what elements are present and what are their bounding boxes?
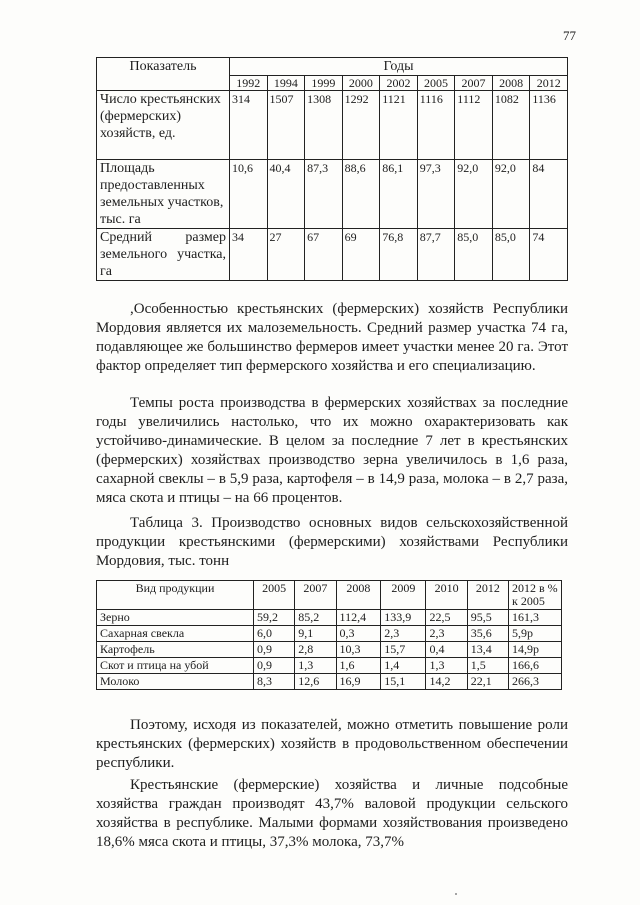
table-cell: 6,0 [254,626,295,642]
table-cell: 10,3 [336,642,381,658]
table1-header-years: Годы [230,58,568,76]
table-cell: 0,9 [254,658,295,674]
table-cell: 1292 [342,91,380,160]
table3-ratio-header: 2012 в % к 2005 [509,581,562,610]
table-cell: 12,6 [295,674,336,690]
table-cell: 1,3 [295,658,336,674]
table-cell: 1,5 [467,658,508,674]
paragraph-conclusion: Поэтому, исходя из показателей, можно отметить повышение роли крестьянских (фермерских) хозяйств в продовольственном обеспечении республики. [96,717,568,771]
table-cell: 76,8 [380,229,418,281]
table-cell: 95,5 [467,610,508,626]
table-cell: 1,3 [426,658,467,674]
table1-year: 1992 [230,76,268,91]
paragraph-share: Крестьянские (фермерские) хозяйства и личные подсобные хозяйства граждан производят 43,7% валовой продукции сельского хозяйства в республике. Малыми формами хозяйствования произведено 18,6% мяса скота и птицы, 37,3% молока, 73,7% [96,777,568,850]
table3-caption: Таблица 3. Производство основных видов сельскохозяйственной продукции крестьянскими (фермерскими) хозяйствами Республики Мордовия, тыс. тонн [96,515,568,569]
table-cell: 27 [267,229,305,281]
table-cell: 112,4 [336,610,381,626]
table-cell: 0,9 [254,642,295,658]
table-cell: 0,3 [336,626,381,642]
table-cell: 1116 [417,91,455,160]
row-label-farm-count: Число крестьянских (фермерских) хозяйств, ед. [97,91,230,160]
table-cell: 166,6 [509,658,562,674]
paragraph-growth-rates: Темпы роста производства в фермерских хозяйствах за последние годы увеличились настолько, что их можно охарактеризовать как устойчиво-динамические. В целом за последние 7 лет в крестьянских (фермерских) хозяйствах производство зерна увеличилось в 1,6 раза, сахарной свеклы – в 5,9 раза, картофеля – в 14,9 раза, молока – в 2,7 раза, мяса скота и птицы – на 66 процентов. [96,395,568,506]
table1-year: 2007 [455,76,493,91]
row-label-sugar-beet: Сахарная свекла [97,626,254,642]
table-cell: 1121 [380,91,418,160]
table-cell: 2,3 [426,626,467,642]
row-label-livestock: Скот и птица на убой [97,658,254,674]
table1-year: 1994 [267,76,305,91]
table-cell: 69 [342,229,380,281]
table-cell: 1,6 [336,658,381,674]
table-row [97,610,562,626]
table-cell: 15,7 [381,642,426,658]
table1-year: 2008 [492,76,530,91]
table-cell: 88,6 [342,160,380,229]
table3-header-product: Вид продукции [97,581,254,610]
table-cell: 1082 [492,91,530,160]
table-cell: 22,5 [426,610,467,626]
table3-year: 2005 [254,581,295,610]
table-cell: 10,6 [230,160,268,229]
table-cell: 85,2 [295,610,336,626]
table-row [97,674,562,690]
table3-year: 2008 [336,581,381,610]
table-row [97,658,562,674]
table-cell: 84 [530,160,568,229]
table-cell: 15,1 [381,674,426,690]
table-cell: 59,2 [254,610,295,626]
table-cell: 2,3 [381,626,426,642]
table-cell: 97,3 [417,160,455,229]
table-cell: 5,9р [509,626,562,642]
table-cell: 1112 [455,91,493,160]
table-cell: 133,9 [381,610,426,626]
table-cell: 2,8 [295,642,336,658]
table3-year: 2009 [381,581,426,610]
table1-year: 2002 [380,76,418,91]
table-cell: 14,2 [426,674,467,690]
table-cell: 67 [305,229,343,281]
table-cell: 16,9 [336,674,381,690]
row-label-grain: Зерно [97,610,254,626]
scan-speck [455,893,457,895]
production-table [96,580,562,690]
table-cell: 9,1 [295,626,336,642]
table-cell: 13,4 [467,642,508,658]
table-row [97,160,568,229]
table1-year: 2000 [342,76,380,91]
table1-header-indicator: Показатель [97,58,230,91]
table1-year: 2012 [530,76,568,91]
table-row [97,626,562,642]
page-number: 77 [563,28,576,43]
table-cell: 74 [530,229,568,281]
row-label-potato: Картофель [97,642,254,658]
table-cell: 0,4 [426,642,467,658]
paragraph-malozemelnost: ,Особенностью крестьянских (фермерских) хозяйств Республики Мордовия является их малоземельность. Средний размер участка 74 га, подавляющее же большинство фермеров имеет участки менее 20 га. Этот фактор определяет тип фермерского хозяйства и его специализацию. [96,301,568,374]
table-cell: 1308 [305,91,343,160]
table-cell: 35,6 [467,626,508,642]
table-row [97,642,562,658]
table-cell: 14,9р [509,642,562,658]
farm-statistics-table [96,57,568,281]
table-cell: 40,4 [267,160,305,229]
table-cell: 1136 [530,91,568,160]
table-cell: 85,0 [455,229,493,281]
table-cell: 34 [230,229,268,281]
table1-year: 2005 [417,76,455,91]
table1-year: 1999 [305,76,343,91]
table-cell: 85,0 [492,229,530,281]
table-row [97,91,568,160]
table-cell: 161,3 [509,610,562,626]
table-cell: 8,3 [254,674,295,690]
table-row [97,229,568,281]
table-cell: 22,1 [467,674,508,690]
table-cell: 86,1 [380,160,418,229]
row-label-land-area: Площадь предоставленных земельных участков, тыс. га [97,160,230,229]
table-cell: 87,3 [305,160,343,229]
table-cell: 1,4 [381,658,426,674]
table3-year: 2010 [426,581,467,610]
row-label-milk: Молоко [97,674,254,690]
table-cell: 266,3 [509,674,562,690]
table3-year: 2007 [295,581,336,610]
table-cell: 314 [230,91,268,160]
table-cell: 87,7 [417,229,455,281]
table-cell: 1507 [267,91,305,160]
table-cell: 92,0 [492,160,530,229]
table3-year: 2012 [467,581,508,610]
table-cell: 92,0 [455,160,493,229]
row-label-avg-plot-size: Средний размер земельного участка, га [97,229,230,281]
